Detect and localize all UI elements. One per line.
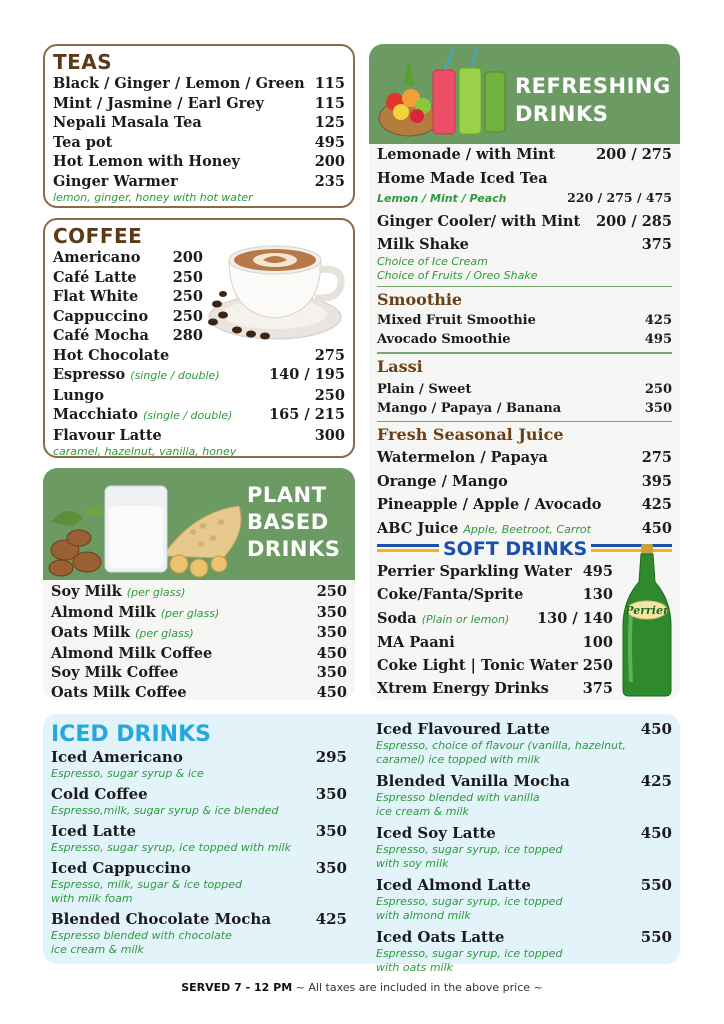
iced-row	[51, 748, 347, 767]
item-price: 250	[172, 288, 203, 305]
item-name: Oats Milk Coffee	[51, 683, 187, 700]
item-price: 250	[582, 657, 613, 675]
soft-row	[377, 562, 613, 582]
lassi-row-name	[377, 399, 561, 418]
soft-row-name	[377, 609, 509, 630]
item-name: Blended Vanilla Mocha	[376, 772, 570, 790]
divider	[377, 421, 672, 423]
iced-item	[376, 720, 672, 767]
plant-row	[51, 663, 347, 683]
iced-row	[51, 822, 347, 841]
iced-item	[51, 822, 347, 855]
fruit-drinks-image	[373, 46, 513, 142]
coffee-row-name	[53, 248, 140, 268]
footer	[0, 981, 724, 994]
soft-row	[377, 656, 613, 676]
item-price: 425	[641, 496, 672, 513]
item-name: Iced Soy Latte	[376, 824, 496, 842]
item-name: Flat White	[53, 288, 139, 305]
item-name: Blended Chocolate Mocha	[51, 910, 272, 928]
item-name: Plain / Sweet	[377, 381, 472, 397]
item-note: ice cream & milk	[376, 805, 469, 818]
item-note: Espresso, sugar syrup, ice topped with milk	[51, 841, 291, 854]
item-name: Mango / Papaya / Banana	[377, 400, 562, 416]
plant-row	[51, 582, 347, 603]
lassi-title: Lassi	[377, 356, 423, 376]
iced-row	[376, 772, 672, 791]
item-name: Iced Cappuccino	[51, 859, 191, 877]
item-price: 450	[316, 644, 347, 662]
soft-list	[377, 562, 613, 700]
item-note: Espresso blended with vanilla	[376, 791, 540, 804]
plant-row	[51, 603, 347, 624]
item-price: 425	[644, 313, 672, 328]
item-name: Almond Milk Coffee	[51, 644, 213, 662]
soft-drinks-title: SOFT DRINKS	[439, 538, 591, 560]
plant-header	[43, 468, 355, 580]
divider	[377, 352, 672, 354]
iced-item	[376, 928, 672, 975]
item-name: Oats Milk	[51, 624, 131, 641]
item-note: with milk foam	[51, 892, 133, 905]
taxes-note: ~ All taxes are included in the above price ~	[292, 981, 543, 994]
iced-item	[51, 910, 347, 957]
teas-note: lemon, ginger, honey with hot water	[53, 191, 253, 204]
item-note: caramel) ice topped with milk	[376, 753, 541, 766]
juice-title: Fresh Seasonal Juice	[377, 425, 564, 444]
served-hours: SERVED 7 - 12 PM	[181, 981, 293, 994]
item-price: 200	[314, 153, 345, 170]
item-price: 350	[316, 603, 347, 621]
teas-list	[53, 74, 345, 191]
tea-row	[53, 152, 345, 172]
item-name: Americano	[53, 249, 141, 266]
iced-item	[376, 876, 672, 923]
coffee-title: COFFEE	[53, 224, 143, 248]
plant-title-3: DRINKS	[247, 537, 341, 561]
item-name: Mixed Fruit Smoothie	[377, 313, 536, 328]
item-price: 425	[640, 772, 672, 790]
lassi-list	[377, 380, 672, 418]
item-price: 350	[644, 400, 672, 416]
item-name: Coke/Fanta/Sprite	[377, 586, 524, 604]
item-price: 425	[315, 910, 347, 928]
item-price: 350	[315, 822, 347, 840]
lassi-row-name	[377, 380, 471, 399]
item-price: 450	[316, 683, 347, 700]
refreshing-header	[369, 44, 680, 144]
coffee-short-list	[53, 248, 203, 346]
tea-row	[53, 113, 345, 133]
coffee-row-name	[53, 326, 149, 346]
item-price: 550	[640, 876, 672, 894]
coffee-row	[53, 307, 203, 327]
tea-row-name	[53, 133, 112, 153]
plant-row	[51, 683, 347, 701]
ginger-cooler-row: Ginger Cooler/ with Mint 200 / 285	[377, 212, 672, 230]
iced-item	[376, 824, 672, 871]
item-name: Pineapple / Apple / Avocado	[377, 496, 602, 513]
iced-section	[43, 714, 680, 974]
item-price: 450	[640, 720, 672, 738]
item-name: Cappuccino	[53, 307, 149, 325]
soft-row-name	[377, 562, 572, 582]
divider	[377, 286, 672, 288]
smoothie-row	[377, 330, 672, 349]
soft-row	[377, 609, 613, 630]
item-note: (per glass)	[126, 586, 186, 599]
item-note: (Plain or lemon)	[421, 612, 510, 626]
coffee-note: caramel, hazelnut, vanilla, honey	[53, 445, 237, 458]
plant-row-name	[51, 683, 187, 701]
item-note: with almond milk	[376, 909, 471, 922]
tea-row-name	[53, 152, 240, 172]
item-price: 100	[582, 633, 613, 651]
refreshing-title-2: DRINKS	[515, 102, 609, 126]
item-name: Cold Coffee	[51, 785, 148, 803]
item-note: Espresso, sugar syrup, ice topped	[376, 895, 563, 908]
juice-row-name	[377, 495, 601, 515]
item-price: 250	[172, 307, 203, 325]
item-price: 350	[316, 664, 347, 681]
item-price: 495	[582, 563, 613, 580]
coffee-espresso: Espresso (single / double) 140 / 195	[53, 366, 345, 383]
coffee-row	[53, 326, 203, 346]
item-price: 375	[582, 680, 613, 698]
item-price: 495	[644, 332, 672, 347]
soft-row-name	[377, 633, 455, 653]
tea-row	[53, 133, 345, 153]
plant-row-name	[51, 644, 212, 664]
refreshing-list	[377, 145, 672, 539]
iced-row	[51, 859, 347, 878]
iced-row	[376, 928, 672, 947]
soft-row	[377, 679, 613, 699]
item-name: Mint / Jasmine / Earl Grey	[53, 94, 264, 112]
soft-row-name	[377, 656, 578, 676]
tea-row-name	[53, 94, 264, 114]
item-price: 395	[641, 472, 672, 490]
tea-row-name	[53, 113, 202, 133]
bottle-label: Perrier	[625, 604, 669, 617]
item-note: with oats milk	[376, 961, 454, 974]
item-price: 350	[315, 785, 347, 803]
coffee-row	[53, 248, 203, 268]
item-price: 235	[314, 172, 345, 190]
coffee-macchiato: Macchiato (single / double) 165 / 215	[53, 406, 345, 423]
soft-row-name	[377, 585, 523, 605]
tea-row-name	[53, 74, 305, 94]
iced-row	[51, 910, 347, 929]
item-price: 250	[172, 268, 203, 286]
plant-section	[43, 468, 355, 700]
item-name: Soy Milk Coffee	[51, 664, 179, 681]
coffee-section	[43, 218, 355, 458]
lassi-row	[377, 399, 672, 418]
item-price: 125	[314, 114, 345, 131]
item-name: Coke Light | Tonic Water	[377, 657, 578, 675]
tea-row	[53, 172, 345, 192]
plant-title-2: BASED	[247, 510, 329, 534]
item-name: Black / Ginger / Lemon / Green	[53, 75, 305, 92]
item-note: with soy milk	[376, 857, 449, 870]
coffee-row-name	[53, 287, 138, 307]
juice-row	[377, 495, 672, 515]
iced-row	[376, 720, 672, 739]
plant-row-name	[51, 582, 185, 603]
iced-tea-item: Home Made Iced Tea Lemon / Mint / Peach 220 / 275 / 475	[377, 169, 672, 205]
coffee-hot-chocolate: Hot Chocolate 275	[53, 346, 345, 364]
item-name: Soy Milk	[51, 583, 122, 600]
item-price: 295	[315, 748, 347, 766]
item-name: Iced Americano	[51, 748, 183, 766]
item-note: Espresso blended with chocolate	[51, 929, 232, 942]
item-name: Iced Latte	[51, 822, 137, 840]
item-name: Hot Lemon with Honey	[53, 153, 240, 170]
coffee-flavour-latte: Flavour Latte 300	[53, 426, 345, 444]
item-name: Soda	[377, 609, 417, 627]
plant-drinks-image	[43, 472, 253, 580]
plant-row-name	[51, 663, 178, 683]
coffee-row	[53, 268, 203, 288]
item-name: Nepali Masala Tea	[53, 114, 202, 131]
coffee-row	[53, 287, 203, 307]
item-price: 495	[314, 133, 345, 151]
tea-row-name	[53, 172, 178, 192]
coffee-lungo: Lungo 250	[53, 386, 345, 404]
item-price: 250	[644, 381, 672, 397]
item-name: Perrier Sparkling Water	[377, 563, 572, 580]
item-price: 115	[314, 75, 345, 92]
item-name: Iced Oats Latte	[376, 928, 505, 946]
juice-row-name	[377, 448, 548, 468]
refreshing-title-1: REFRESHING	[515, 74, 671, 98]
iced-title: ICED DRINKS	[51, 722, 211, 747]
item-name: Tea pot	[53, 133, 113, 151]
iced-row	[51, 785, 347, 804]
item-note: Espresso, sugar syrup, ice topped	[376, 947, 563, 960]
item-price: 130	[582, 586, 613, 604]
smoothie-title: Smoothie	[377, 290, 463, 309]
lassi-row	[377, 380, 672, 399]
smoothie-list	[377, 311, 672, 349]
item-name: Iced Almond Latte	[376, 876, 531, 894]
tea-row	[53, 74, 345, 94]
iced-item	[51, 785, 347, 818]
item-note: (per glass)	[160, 606, 220, 620]
teas-title: TEAS	[53, 50, 113, 74]
item-price: 450	[640, 824, 672, 842]
item-name: Avocado Smoothie	[377, 332, 511, 347]
refreshing-section	[369, 44, 680, 700]
item-name: Orange / Mango	[377, 472, 508, 490]
item-note: Espresso, sugar syrup, ice topped	[376, 843, 563, 856]
plant-row-name	[51, 623, 194, 644]
iced-item	[51, 748, 347, 781]
juice-list	[377, 448, 672, 515]
coffee-row-name	[53, 307, 148, 327]
item-name: Almond Milk	[51, 603, 156, 621]
item-price: 350	[316, 624, 347, 641]
milk-shake-item: Milk Shake 375 Choice of Ice Cream Choice of Fruits / Oreo Shake	[377, 236, 672, 282]
abc-juice-row: ABC Juice Apple, Beetroot, Carrot 450	[377, 519, 672, 537]
item-price: 550	[640, 928, 672, 946]
item-price: 115	[314, 94, 345, 112]
coffee-cup-image	[193, 222, 353, 348]
juice-row	[377, 448, 672, 468]
iced-item	[51, 859, 347, 906]
plant-row-name	[51, 603, 219, 624]
soft-row-name	[377, 679, 549, 699]
item-name: Ginger Warmer	[53, 172, 178, 190]
item-name: Café Latte	[53, 268, 137, 286]
item-note: ice cream & milk	[51, 943, 144, 956]
smoothie-row-name	[377, 330, 511, 349]
item-price: 200	[172, 249, 203, 266]
item-price: 280	[172, 327, 203, 344]
teas-section	[43, 44, 355, 208]
plant-list	[51, 582, 347, 700]
item-name: Iced Flavoured Latte	[376, 720, 550, 738]
item-name: Watermelon / Papaya	[377, 449, 548, 466]
item-price: 350	[315, 859, 347, 877]
item-note: Espresso, sugar syrup & ice	[51, 767, 204, 780]
soft-row	[377, 633, 613, 653]
plant-row	[51, 644, 347, 664]
iced-item	[376, 772, 672, 819]
item-price: 130 / 140	[537, 609, 613, 627]
item-note: (per glass)	[135, 627, 194, 640]
plant-row	[51, 623, 347, 644]
coffee-row-name	[53, 268, 137, 288]
item-name: MA Paani	[377, 633, 455, 651]
item-name: Café Mocha	[53, 327, 149, 344]
soft-row	[377, 585, 613, 605]
iced-row	[376, 876, 672, 895]
perrier-bottle-image	[617, 542, 677, 698]
plant-title-1: PLANT	[247, 483, 327, 507]
juice-row-name	[377, 472, 508, 492]
iced-row	[376, 824, 672, 843]
item-price: 275	[641, 449, 672, 466]
smoothie-row	[377, 311, 672, 330]
item-price: 250	[316, 583, 347, 600]
item-note: Espresso,milk, sugar syrup & ice blended	[51, 804, 279, 817]
smoothie-row-name	[377, 311, 536, 330]
iced-left-list	[51, 748, 347, 961]
lemonade-row: Lemonade / with Mint 200 / 275	[377, 146, 672, 163]
item-note: Espresso, milk, sugar & ice topped	[51, 878, 242, 891]
item-name: Xtrem Energy Drinks	[377, 680, 549, 698]
tea-row	[53, 94, 345, 114]
juice-row	[377, 472, 672, 492]
iced-right-list	[376, 720, 672, 980]
item-note: Espresso, choice of flavour (vanilla, hazelnut,	[376, 739, 626, 752]
